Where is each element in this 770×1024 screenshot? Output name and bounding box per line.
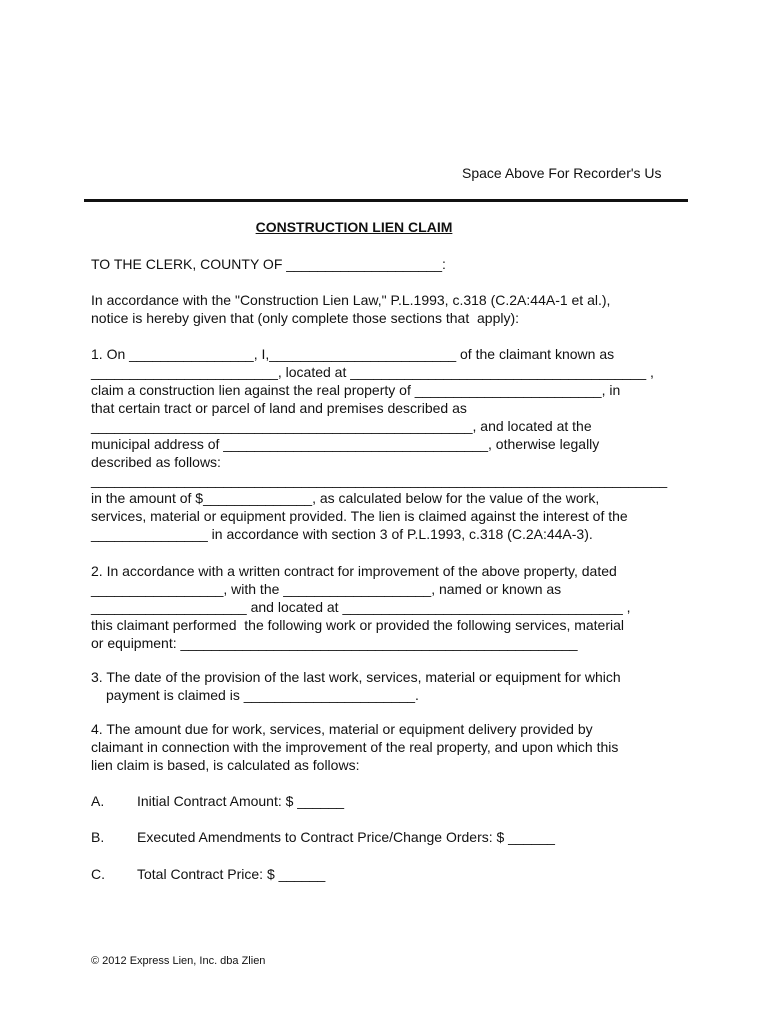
salutation: TO THE CLERK, COUNTY OF ____________________:	[91, 256, 446, 272]
section1-line: _______________ in accordance with section 3 of P.L.1993, c.318 (C.2A:44A-3).	[91, 526, 593, 542]
section4-line: lien claim is based, is calculated as follows:	[91, 757, 360, 773]
intro-line-2: notice is hereby given that (only complete those sections that apply):	[91, 310, 520, 326]
section4-line: 4. The amount due for work, services, material or equipment delivery provided by	[91, 721, 593, 737]
section3-line: payment is claimed is ______________________.	[106, 687, 419, 703]
section2-line: ____________________ and located at ____________________________________ ,	[91, 599, 631, 615]
section1-line: described as follows:	[91, 454, 221, 470]
item-text-b: Executed Amendments to Contract Price/Change Orders: $ ______	[137, 829, 555, 845]
section1-line: services, material or equipment provided. The lien is claimed against the interest of the	[91, 508, 628, 524]
section1-line: _________________________________________________, and located at the	[91, 418, 592, 434]
section1-line: municipal address of __________________________________, otherwise legally	[91, 436, 600, 452]
intro-line-1: In accordance with the "Construction Lien Law," P.L.1993, c.318 (C.2A:44A-1 et al.),	[91, 292, 611, 308]
item-text-c: Total Contract Price: $ ______	[137, 866, 326, 882]
item-label-a: A.	[91, 793, 105, 809]
section1-line: ________________________, located at ______________________________________ ,	[91, 364, 654, 380]
item-label-c: C.	[91, 866, 105, 882]
section4-line: claimant in connection with the improvement of the real property, and upon which this	[91, 739, 619, 755]
section1-line: __________________________________________________________________________	[91, 472, 668, 488]
section2-line: 2. In accordance with a written contract for improvement of the above property, dated	[91, 563, 617, 579]
section1-line: 1. On ________________, I,________________________ of the claimant known as	[91, 346, 615, 362]
section2-line: _________________, with the ___________________, named or known as	[91, 581, 562, 597]
recorder-space-label: Space Above For Recorder's Us	[462, 165, 662, 181]
header-divider	[84, 199, 688, 202]
item-text-a: Initial Contract Amount: $ ______	[137, 793, 345, 809]
section1-line: that certain tract or parcel of land and premises described as	[91, 400, 467, 416]
section3-line: 3. The date of the provision of the last work, services, material or equipment for which	[91, 669, 621, 685]
item-label-b: B.	[91, 829, 105, 845]
document-title: CONSTRUCTION LIEN CLAIM	[255, 219, 453, 235]
copyright-footer: © 2012 Express Lien, Inc. dba Zlien	[91, 955, 266, 967]
section1-line: claim a construction lien against the real property of ________________________, in	[91, 382, 621, 398]
section2-line: or equipment: ___________________________________________________	[91, 635, 578, 651]
section1-line: in the amount of $______________, as calculated below for the value of the work,	[91, 490, 600, 506]
section2-line: this claimant performed the following work or provided the following services, material	[91, 617, 625, 633]
